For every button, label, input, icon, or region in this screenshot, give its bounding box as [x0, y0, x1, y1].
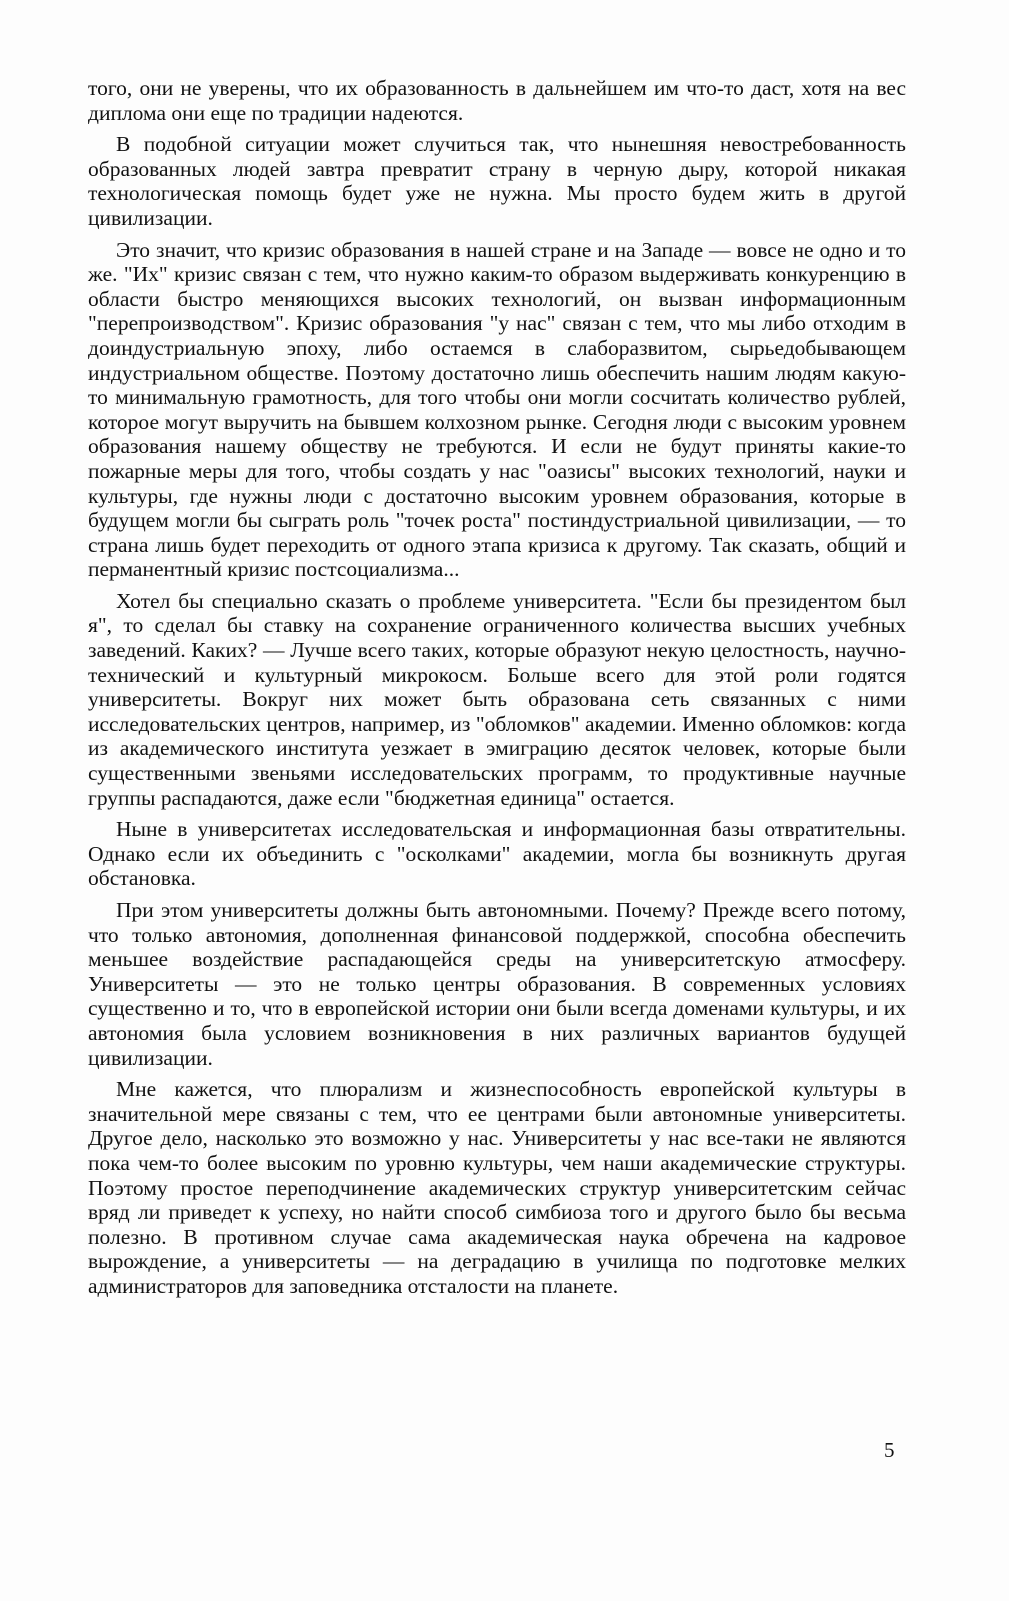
paragraph-1: того, они не уверены, что их образованность в дальнейшем им что-то даст, хотя на вес диплома они еще по традиции надеются. [88, 76, 906, 125]
body-text [88, 76, 906, 1306]
paragraph-5: Ныне в университетах исследовательская и информационная базы отвратительны. Однако если их объединить с "осколками" академии, могла бы возникнуть другая обстановка. [88, 817, 906, 891]
paragraph-4: Хотел бы специально сказать о проблеме университета. "Если бы президентом был я", то сделал бы ставку на сохранение ограниченного количества высших учебных заведений. Каких? — Лучше всего таких, которые образуют некую целостность, научно-технический и культурный микрокосм. Больше всего для этой роли годятся университеты. Вокруг них может быть образована сеть связанных с ними исследовательских центров, например, из "обломков" академии. Именно обломков: когда из академического института уезжает в эмиграцию десяток человек, которые были существенными звеньями исследовательских программ, то продуктивные научные группы распадаются, даже если "бюджетная единица" остается. [88, 588, 906, 810]
paragraph-7: Мне кажется, что плюрализм и жизнеспособность европейской культуры в значительной мере связаны с тем, что ее центрами были автономные университеты. Другое дело, насколько это возможно у нас. Университеты у нас все-таки не являются пока чем-то более высоким по уровню культуры, чем наши академические структуры. Поэтому простое переподчинение академических структур университетским сейчас вряд ли приведет к успеху, но найти способ симбиоза того и другого было бы весьма полезно. В противном случае сама академическая наука обречена на кадровое вырождение, а университеты — на деградацию в училища по подготовке мелких администраторов для заповедника отсталости на планете. [88, 1077, 906, 1298]
paragraph-3: Это значит, что кризис образования в нашей стране и на Западе — вовсе не одно и то же. "Их" кризис связан с тем, что нужно каким-то образом выдерживать конкуренцию в области быстро меняющихся высоких технологий, он вызван информационным "перепроизводством". Кризис образования "у нас" связан с тем, что мы либо отходим в доиндустриальную эпоху, либо остаемся в слаборазвитом, сырьедобывающем индустриальном обществе. Поэтому достаточно лишь обеспечить нашим людям какую-то минимальную грамотность, для того чтобы они могли сосчитать количество рублей, которое могут выручить на бывшем колхозном рынке. Сегодня люди с высоким уровнем образования нашему обществу не требуются. И если не будут приняты какие-то пожарные меры для того, чтобы создать у нас "оазисы" высоких технологий, науки и культуры, где нужны люди с достаточно высоким уровнем образования, которые в будущем могли бы сыграть роль "точек роста" постиндустриальной цивилизации, — то страна лишь будет переходить от одного этапа кризиса к другому. Так сказать, общий и перманентный кризис постсоциализма... [88, 237, 906, 582]
paragraph-6: При этом университеты должны быть автономными. Почему? Прежде всего потому, что только автономия, дополненная финансовой поддержкой, способна обеспечить меньшее воздействие распадающейся среды на университетскую атмосферу. Университеты — это не только центры образования. В современных условиях существенно и то, что в европейской истории они были всегда доменами культуры, и их автономия была условием возникновения в них различных вариантов будущей цивилизации. [88, 898, 906, 1070]
paragraph-2: В подобной ситуации может случиться так, что нынешняя невостребованность образованных людей завтра превратит страну в черную дыру, которой никакая технологическая помощь будет уже не нужна. Мы просто будем жить в другой цивилизации. [88, 132, 906, 230]
page-number: 5 [884, 1438, 895, 1462]
